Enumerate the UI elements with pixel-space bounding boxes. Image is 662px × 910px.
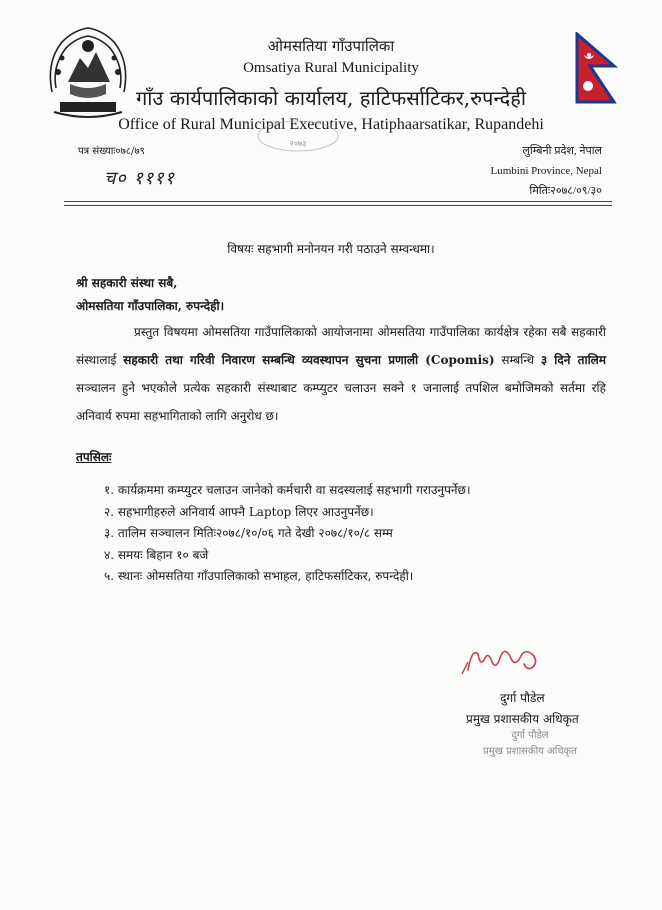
list-item: ३. तालिम सञ्चालन मितिः२०७८/१०/०६ गते देखी २०७८/१०/८ सम्म xyxy=(104,526,393,540)
body-bold-text: सहकारी तथा गरिवी निवारण सम्बन्धि व्यवस्थापन सुचना प्रणाली (Copomis) xyxy=(123,353,495,367)
header-divider xyxy=(64,205,612,206)
recipient-address xyxy=(76,272,224,318)
signatory-stamp xyxy=(466,728,594,760)
header-divider xyxy=(64,201,612,202)
province-np: लुम्बिनी प्रदेश, नेपाल xyxy=(522,145,602,157)
office-stamp xyxy=(252,118,344,154)
list-item: २. सहभागीहरुले अनिवार्य आफ्नै Laptop लिएर आउनुपर्नेछ। xyxy=(104,504,374,519)
province-block xyxy=(490,141,602,201)
body-bold-text: ३ दिने तालिम xyxy=(540,353,606,367)
body-text: प्रस्तुत विषयमा ओमसतिया गाउँपालिकाको आयोजनामा ओमसतिया गाउँपालिका कार्यक्षेत्र रहेका सबै सहकारी संस्थालाई xyxy=(76,325,606,367)
signature xyxy=(454,640,584,680)
list-item: ५. स्थानः ओमसतिया गाँउपालिकाको सभाहल, हाटिफर्साटिकर, रुपन्देही। xyxy=(104,569,414,583)
province-en: Lumbini Province, Nepal xyxy=(490,165,602,177)
signatory-block xyxy=(466,688,579,730)
municipality-name-en: Omsatiya Rural Municipality xyxy=(243,60,419,76)
signatory-title: प्रमुख प्रशासकीय अधिकृत xyxy=(466,712,579,726)
dispatch-number: च० ११११ xyxy=(104,168,175,189)
recipient-line-1: श्री सहकारी संस्था सबै, xyxy=(76,276,178,290)
stamp-year: २०७३ xyxy=(289,139,307,148)
office-name-en: Office of Rural Municipal Executive, Hatiphaarsatikar, Rupandehi xyxy=(118,116,544,133)
body-text: सञ्चालन हुने भएकोले प्रत्येक सहकारी संस्थाबाट कम्प्युटर चलाउन सक्ने १ जनालाई तपशिल बमोजिमको सर्तमा रहि अनिवार्य रुपमा सहभागिताको लागि अनुरोध छ। xyxy=(76,381,606,423)
body-text: सम्बन्धि xyxy=(494,353,541,367)
office-name-np: गाँउ कार्यपालिकाको कार्यालय, हाटिफर्साटिकर,रुपन्देही xyxy=(135,86,527,110)
list-item: ४. समयः बिहान १० बजे xyxy=(104,547,209,562)
stamp-name: दुर्गा पौडेल xyxy=(511,730,549,741)
recipient-line-2: ओमसतिया गाँउपालिका, रुपन्देही। xyxy=(76,299,225,313)
details-list xyxy=(104,480,471,588)
list-item: १. कार्यक्रममा कम्प्युटर चलाउन जानेको कर्मचारी वा सदस्यलाई सहभागी गराउनुपर्नेछ। xyxy=(104,483,471,497)
municipality-name-np: ओमसतिया गाँउपालिका xyxy=(267,37,395,55)
subject-line: विषयः सहभागी मनोनयन गरी पठाउने सम्वन्धमा। xyxy=(227,242,435,256)
details-heading: तपसिलः xyxy=(76,450,112,464)
letter-date: मितिः२०७८/०९/३० xyxy=(529,185,602,197)
reference-number: पत्र संख्याः०७८/७९ xyxy=(78,146,145,157)
signatory-name: दुर्गा पौडेल xyxy=(500,691,545,705)
body-paragraph xyxy=(76,318,606,430)
stamp-title: प्रमुख प्रशासकीय अधिकृत xyxy=(483,746,577,757)
